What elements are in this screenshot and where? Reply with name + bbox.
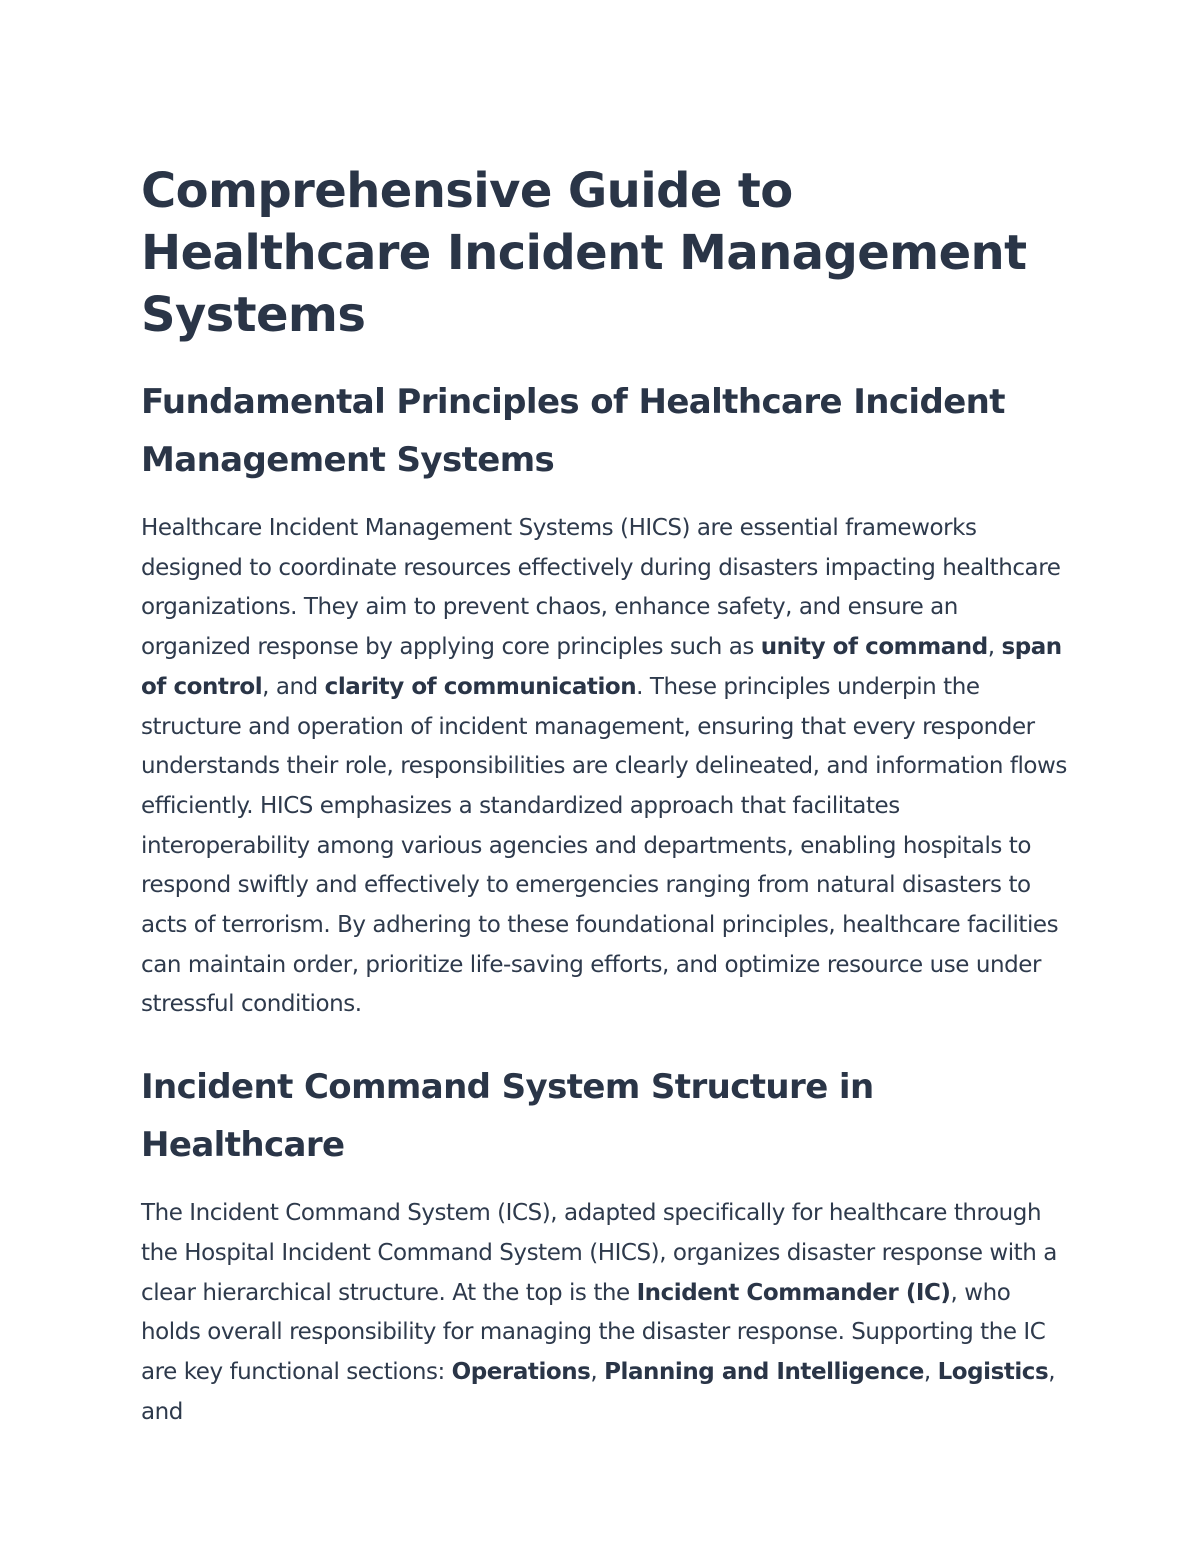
document-page	[141, 160, 1071, 1432]
paragraph-text: ,	[923, 1358, 938, 1385]
paragraph-text: , and	[262, 673, 325, 700]
paragraph-text: , who holds overall responsibility for managing the disaster response. Supporting the IC are key functional sections:	[141, 1279, 1046, 1385]
paragraph-text: Healthcare Incident Management Systems (HICS) are essential frameworks designed to coordinate resources effectively during disasters impacting healthcare organizations. They aim to prevent chaos, enhance safety, and ensure an organized response by applying core principles such as	[141, 515, 1061, 661]
section-heading-fundamental-principles: Fundamental Principles of Healthcare Incident Management Systems	[141, 382, 1005, 480]
bold-term-span-of-control: span of control	[141, 634, 1062, 700]
paragraph-text: The Incident Command System (ICS), adapted specifically for healthcare through the Hospital Incident Command System (HICS), organizes disaster response with a clear hierarchical structure. At the top is the	[141, 1200, 1057, 1306]
paragraph-ics-structure	[141, 1194, 1071, 1432]
document-title: Comprehensive Guide to Healthcare Incident Management Systems	[141, 163, 1027, 343]
bold-term-incident-commander: Incident Commander (IC)	[636, 1279, 951, 1306]
bold-term-operations: Operations	[451, 1358, 591, 1385]
bold-term-clarity-of-communication: clarity of communication	[324, 673, 637, 700]
bold-term-unity-of-command: unity of command	[760, 634, 988, 661]
paragraph-text: , and	[141, 1358, 1056, 1425]
paragraph-text: . These principles underpin the structure and operation of incident management, ensuring that every responder understands their role, responsibilities are clearly delineated, and information flows efficiently. HICS emphasizes a standardized approach that facilitates interoperability among various agencies and departments, enabling hospitals to respond swiftly and effectively to emergencies ranging from natural disasters to acts of terrorism. By adhering to these foundational principles, healthcare facilities can maintain order, prioritize life-saving efforts, and optimize resource use under stressful conditions.	[141, 673, 1067, 1018]
paragraph-fundamental-principles	[141, 509, 1071, 1025]
paragraph-text: ,	[590, 1358, 605, 1385]
bold-term-logistics: Logistics	[937, 1358, 1049, 1385]
section-heading-ics-structure: Incident Command System Structure in Healthcare	[141, 1067, 874, 1166]
paragraph-text: ,	[987, 634, 1002, 661]
bold-term-planning-and-intelligence: Planning and Intelligence	[604, 1358, 924, 1385]
